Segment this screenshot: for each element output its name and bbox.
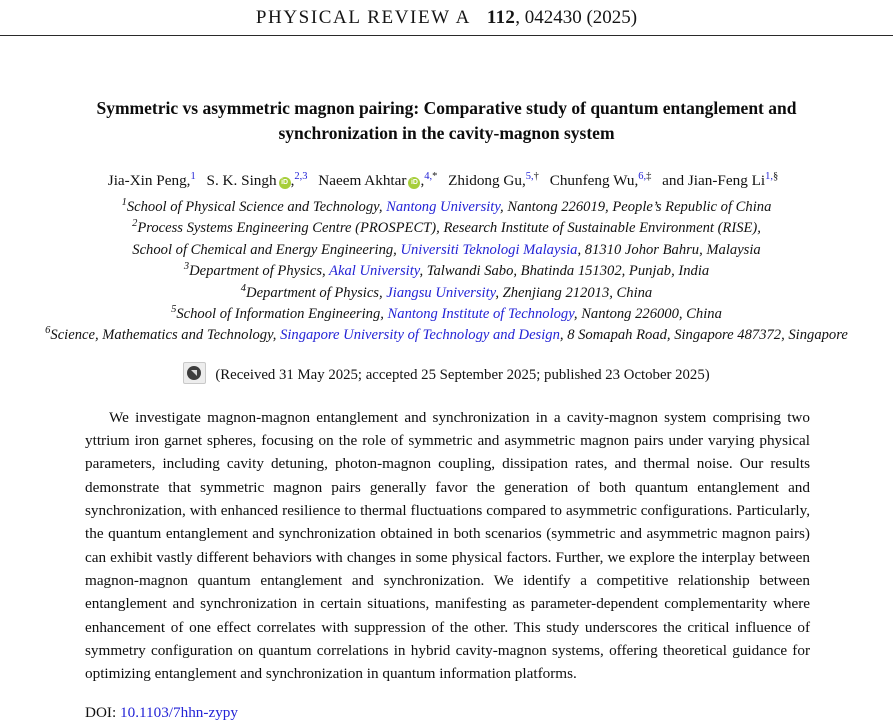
author-name: Zhidong Gu	[448, 172, 522, 189]
doi-label: DOI:	[85, 704, 121, 722]
institution-link[interactable]: Nantong University	[386, 199, 501, 215]
affiliation-ref-link[interactable]: 5,	[525, 170, 534, 182]
author-name: and Jian-Feng Li	[662, 172, 766, 189]
doi-link[interactable]: 10.1103/7hhn-zypy	[120, 704, 238, 722]
institution-link[interactable]: Singapore University of Technology and Design	[280, 327, 560, 344]
journal-masthead	[0, 0, 893, 29]
journal-volume: 112	[486, 7, 516, 28]
author: S. K. Singh iD ,$^{2,3}$	[206, 170, 308, 189]
affiliation-line: $^6$Science, Mathematics and Technology, Singapore University of Technology and Design, 8 Somapah Road, Singapore 487372, Singapore	[45, 325, 848, 344]
affiliation-list	[0, 197, 893, 347]
paper-title: Symmetric vs asymmetric magnon pairing: Comparative study of quantum entanglement and synchronization in the cavity-magnon system	[96, 98, 797, 143]
crossmark-update-icon[interactable]	[183, 362, 206, 384]
author: and Jian-Feng $Li^{1,\S}$	[662, 170, 779, 189]
crossmark-circle	[187, 366, 201, 380]
affiliation-line: School of Chemical and Energy Engineering, Universiti Teknologi Malaysia, 81310 Johor Bahru, Malaysia	[132, 241, 761, 258]
affiliation-ref-link[interactable]: 1	[190, 170, 196, 182]
affiliation-ref-link[interactable]: 2,3	[294, 170, 308, 182]
orcid-icon[interactable]: iD	[408, 177, 420, 189]
institution-link[interactable]: Universiti Teknologi Malaysia	[400, 241, 578, 258]
affiliation-line: $^5$School of Information Engineering, Nantong Institute of Technology, Nantong 226000, China	[171, 304, 722, 323]
affiliation-ref-link[interactable]: 6,	[638, 170, 647, 182]
author-name: Chunfeng Wu	[549, 172, 635, 189]
author-name: Jia-Xin Peng	[107, 172, 187, 189]
author-list	[0, 172, 893, 190]
affiliation-line: $^1$School of Physical Science and Technology, Nantong University, Nantong 226019, People’s Republic of China	[121, 197, 772, 215]
author: Chunfeng Wu,$^{6,\ddagger}$	[549, 170, 652, 189]
publication-dates	[0, 362, 893, 384]
institution-link[interactable]: Jiangsu University	[386, 284, 496, 301]
affiliation-ref-link[interactable]: 1,	[765, 170, 773, 182]
received-text: (Received 31 May 2025; accepted 25 September 2025; published 23 October 2025)	[215, 366, 710, 383]
header-rule	[0, 35, 893, 36]
author-name: Naeem Akhtar	[318, 172, 407, 189]
affiliation-ref-link[interactable]: 4,	[424, 170, 433, 182]
affiliation-line: $^2$Process Systems Engineering Centre (PROSPECT), Research Institute of Sustainable Environment (RISE),	[132, 218, 761, 237]
affiliation-line: $^4$Department of Physics, Jiangsu University, Zhenjiang 212013, China	[240, 282, 653, 301]
affiliation-line: $^3$Department of Physics, Akal University, Talwandi Sabo, Bhatinda 151302, Punjab, India	[183, 261, 710, 280]
author-name: S. K. Singh	[206, 172, 277, 189]
abstract-text: We investigate magnon-magnon entanglement and synchronization in a cavity-magnon system comprising two yttrium iron garnet spheres, focusing on the role of symmetric and asymmetric magnon pairs under varying physical parameters, including cavity detuning, photon-magnon coupling, dissipation rates, and thermal noise. Our results demonstrate that symmetric magnon pairs generally favor the generation of both quantum entanglement and synchronization, with enhanced resilience to thermal fluctuations compared to asymmetric configurations. Particularly, the quantum entanglement and synchronization obtained in both scenarios (symmetric and asymmetric magnon pairs) can exhibit vastly different behaviors with changes in some physical factors. Further, we explore the interplay between magnon-magnon quantum entanglement and synchronization. We identify a competitive relationship between entanglement and synchronization in certain situations, manifesting as parameter-dependent complementarity where enhancement of one effect correlates with suppression of the other. This study underscores the critical influence of symmetry configuration on quantum correlations in hybrid cavity-magnon systems, offering theoretical guidance for optimizing entanglement and synchronization in quantum information platforms.	[85, 408, 810, 683]
journal-name: PHYSICAL REVIEW A	[255, 7, 471, 28]
crossmark-glyph	[191, 370, 197, 376]
author: Jia-Xin Peng,$^1$	[107, 170, 196, 189]
orcid-icon[interactable]: iD	[279, 177, 291, 189]
author: Naeem Akhtar iD ,$^{4,*}$	[318, 170, 438, 189]
institution-link[interactable]: Akal University	[329, 263, 420, 280]
institution-link[interactable]: Nantong Institute of Technology	[387, 306, 574, 323]
journal-article-info: , 042430 (2025)	[515, 7, 638, 28]
author: Zhidong Gu,$^{5,\dagger}$	[448, 170, 539, 189]
doi-line	[85, 704, 893, 722]
